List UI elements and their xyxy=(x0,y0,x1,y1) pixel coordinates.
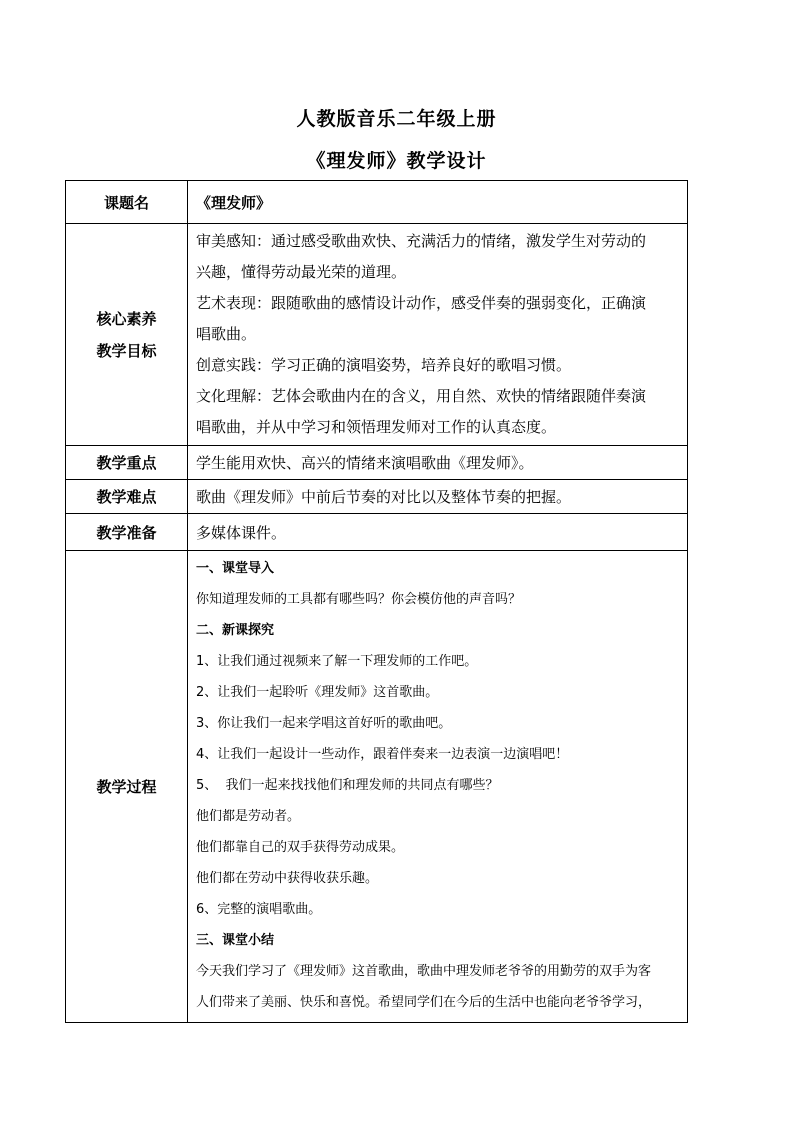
process-line: 他们都是劳动者。 xyxy=(196,809,301,824)
value-preparation: 多媒体课件。 xyxy=(188,514,688,551)
process-line: 今天我们学习了《理发师》这首歌曲，歌曲中理发师老爷爷的用勤劳的双手为客 xyxy=(196,964,652,979)
document-title: 人教版音乐二年级上册 xyxy=(296,108,497,130)
goals-line: 唱歌曲，并从中学习和领悟理发师对工作的认真态度。 xyxy=(196,418,557,436)
process-line: 1、让我们通过视频来了解一下理发师的工作吧。 xyxy=(196,654,478,669)
label-focus: 教学重点 xyxy=(66,446,188,480)
process-line: 6、完整的演唱歌曲。 xyxy=(196,902,322,917)
goals-line: 艺术表现：跟随歌曲的感情设计动作，感受伴奏的强弱变化，正确演 xyxy=(196,294,647,312)
goals-line: 兴趣，懂得劳动最光荣的道理。 xyxy=(196,263,407,281)
goals-line: 审美感知：通过感受歌曲欢快、充满活力的情绪，激发学生对劳动的 xyxy=(196,232,647,250)
process-line: 人们带来了美丽、快乐和喜悦。希望同学们在今后的生活中也能向老爷爷学习， xyxy=(196,995,652,1010)
row-focus xyxy=(66,446,688,480)
process-line: 他们都靠自己的双手获得劳动成果。 xyxy=(196,840,405,855)
goals-line: 创意实践：学习正确的演唱姿势，培养良好的歌唱习惯。 xyxy=(196,356,572,374)
label-topic: 课题名 xyxy=(66,181,188,224)
process-heading: 二、新课探究 xyxy=(196,623,275,638)
label-process: 教学过程 xyxy=(66,551,188,1023)
row-goals xyxy=(66,224,688,446)
process-line: 4、让我们一起设计一些动作，跟着伴奏来一边表演一边演唱吧！ xyxy=(196,747,569,762)
value-goals xyxy=(188,224,688,446)
label-goals-line1: 核心素养 xyxy=(96,309,157,328)
label-preparation: 教学准备 xyxy=(66,514,188,551)
label-goals-line2: 教学目标 xyxy=(96,341,157,360)
process-line: 你知道理发师的工具都有哪些吗？你会模仿他的声音吗？ xyxy=(196,592,522,607)
document-subtitle: 《理发师》教学设计 xyxy=(306,150,487,172)
label-goals xyxy=(66,224,188,446)
goals-line: 唱歌曲。 xyxy=(196,325,257,343)
process-heading: 三、课堂小结 xyxy=(196,933,275,948)
lesson-plan-table xyxy=(65,180,688,1023)
row-process xyxy=(66,551,688,1023)
value-process xyxy=(188,551,688,1023)
goals-line: 文化理解：艺体会歌曲内在的含义，用自然、欢快的情绪跟随伴奏演 xyxy=(196,387,647,405)
process-line: 5、 我们一起来找找他们和理发师的共同点有哪些？ xyxy=(196,778,499,793)
row-difficulty xyxy=(66,480,688,514)
row-preparation xyxy=(66,514,688,551)
process-line: 他们都在劳动中获得收获乐趣。 xyxy=(196,871,379,886)
row-topic xyxy=(66,181,688,224)
value-difficulty: 歌曲《理发师》中前后节奏的对比以及整体节奏的把握。 xyxy=(188,480,688,514)
process-line: 3、你让我们一起来学唱这首好听的歌曲吧。 xyxy=(196,716,452,731)
process-heading: 一、课堂导入 xyxy=(196,561,275,576)
value-topic: 《理发师》 xyxy=(188,181,688,224)
process-line: 2、让我们一起聆听《理发师》这首歌曲。 xyxy=(196,685,439,700)
label-difficulty: 教学难点 xyxy=(66,480,188,514)
value-focus: 学生能用欢快、高兴的情绪来演唱歌曲《理发师》。 xyxy=(188,446,688,480)
